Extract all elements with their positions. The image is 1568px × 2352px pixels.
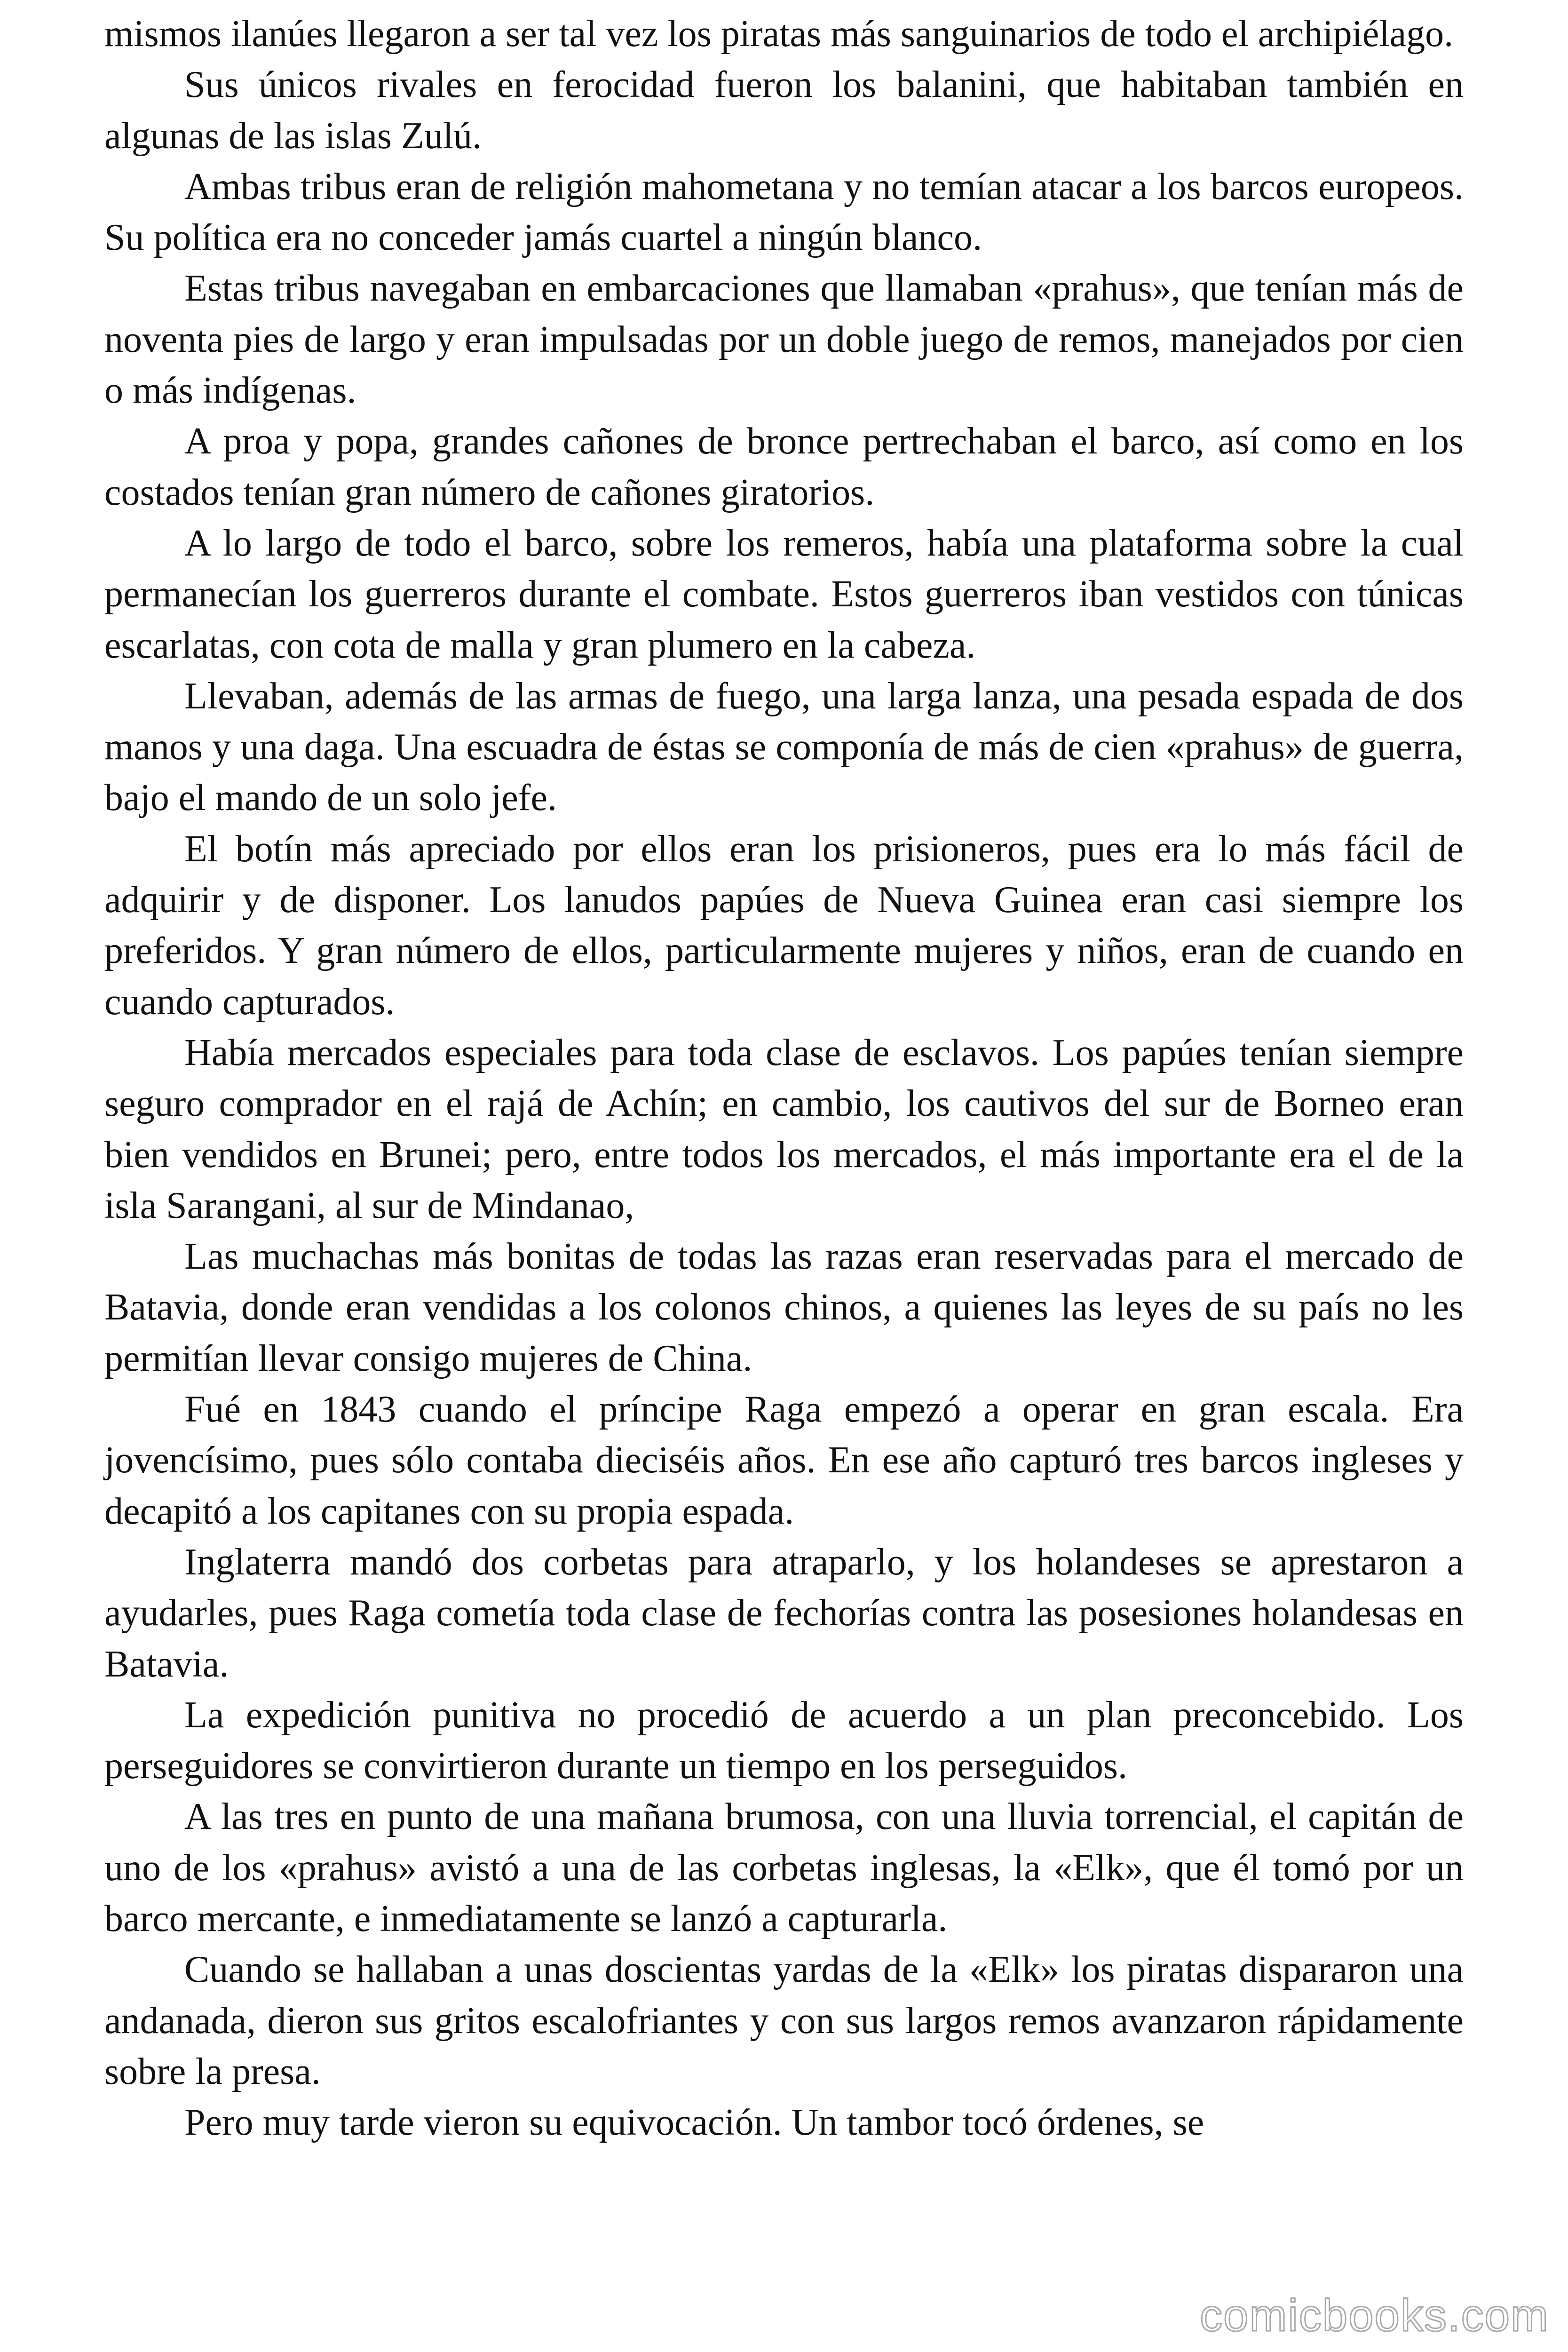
paragraph-5: A proa y popa, grandes cañones de bronce pertrechaban el barco, así como en los costados tenían gran número de cañones giratorios. xyxy=(104,421,1464,513)
paragraph-12: Inglaterra mandó dos corbetas para atraparlo, y los holandeses se aprestaron a ayudarles, pues Raga cometía toda clase de fechorías contra las posesiones holandesas en Batavia. xyxy=(104,1541,1464,1685)
paragraph-7: Llevaban, además de las armas de fuego, una larga lanza, una pesada espada de dos manos y una daga. Una escuadra de éstas se componía de más de cien «prahus» de guerra, bajo el mando de un solo jefe. xyxy=(104,675,1464,819)
paragraph-1: mismos ilanúes llegaron a ser tal vez los piratas más sanguinarios de todo el archipiélago. xyxy=(104,13,1454,55)
body-text xyxy=(104,8,1464,2148)
paragraph-2: Sus únicos rivales en ferocidad fueron los balanini, que habitaban también en algunas de las islas Zulú. xyxy=(104,64,1464,157)
paragraph-11: Fué en 1843 cuando el príncipe Raga empezó a operar en gran escala. Era jovencísimo, pues sólo contaba dieciséis años. En ese año capturó tres barcos ingleses y decapitó a los capitanes con su propia espada. xyxy=(104,1389,1464,1532)
paragraph-9: Había mercados especiales para toda clase de esclavos. Los papúes tenían siempre seguro comprador en el rajá de Achín; en cambio, los cautivos del sur de Borneo eran bien vendidos en Brunei; pero, entre todos los mercados, el más importante era el de la isla Sarangani, al sur de Mindanao, xyxy=(104,1032,1464,1226)
paragraph-6: A lo largo de todo el barco, sobre los remeros, había una plataforma sobre la cual permanecían los guerreros durante el combate. Estos guerreros iban vestidos con túnicas escarlatas, con cota de malla y gran plumero en la cabeza. xyxy=(104,522,1464,666)
paragraph-15: Cuando se hallaban a unas doscientas yardas de la «Elk» los piratas dispararon una andanada, dieron sus gritos escalofriantes y con sus largos remos avanzaron rápidamente sobre la presa. xyxy=(104,1949,1464,2092)
paragraph-3: Ambas tribus eran de religión mahometana y no temían atacar a los barcos europeos. Su política era no conceder jamás cuartel a ningún blanco. xyxy=(104,166,1464,259)
paragraph-13: La expedición punitiva no procedió de acuerdo a un plan preconcebido. Los perseguidores se convirtieron durante un tiempo en los perseguidos. xyxy=(104,1694,1464,1787)
watermark: comicbooks.com xyxy=(1200,2290,1549,2341)
paragraph-4: Estas tribus navegaban en embarcaciones que llamaban «prahus», que tenían más de noventa pies de largo y eran impulsadas por un doble juego de remos, manejados por cien o más indígenas. xyxy=(104,268,1464,412)
paragraph-10: Las muchachas más bonitas de todas las razas eran reservadas para el mercado de Batavia, donde eran vendidas a los colonos chinos, a quienes las leyes de su país no les permitían llevar consigo mujeres de China. xyxy=(104,1236,1464,1379)
paragraph-14: A las tres en punto de una mañana brumosa, con una lluvia torrencial, el capitán de uno de los «prahus» avistó a una de las corbetas inglesas, la «Elk», que él tomó por un barco mercante, e inmediatamente se lanzó a capturarla. xyxy=(104,1796,1464,1939)
paragraph-8: El botín más apreciado por ellos eran los prisioneros, pues era lo más fácil de adquirir y de disponer. Los lanudos papúes de Nueva Guinea eran casi siempre los preferidos. Y gran número de ellos, particularmente mujeres y niños, eran de cuando en cuando capturados. xyxy=(104,828,1464,1023)
paragraph-16: Pero muy tarde vieron su equivocación. Un tambor tocó órdenes, se xyxy=(184,2102,1204,2144)
